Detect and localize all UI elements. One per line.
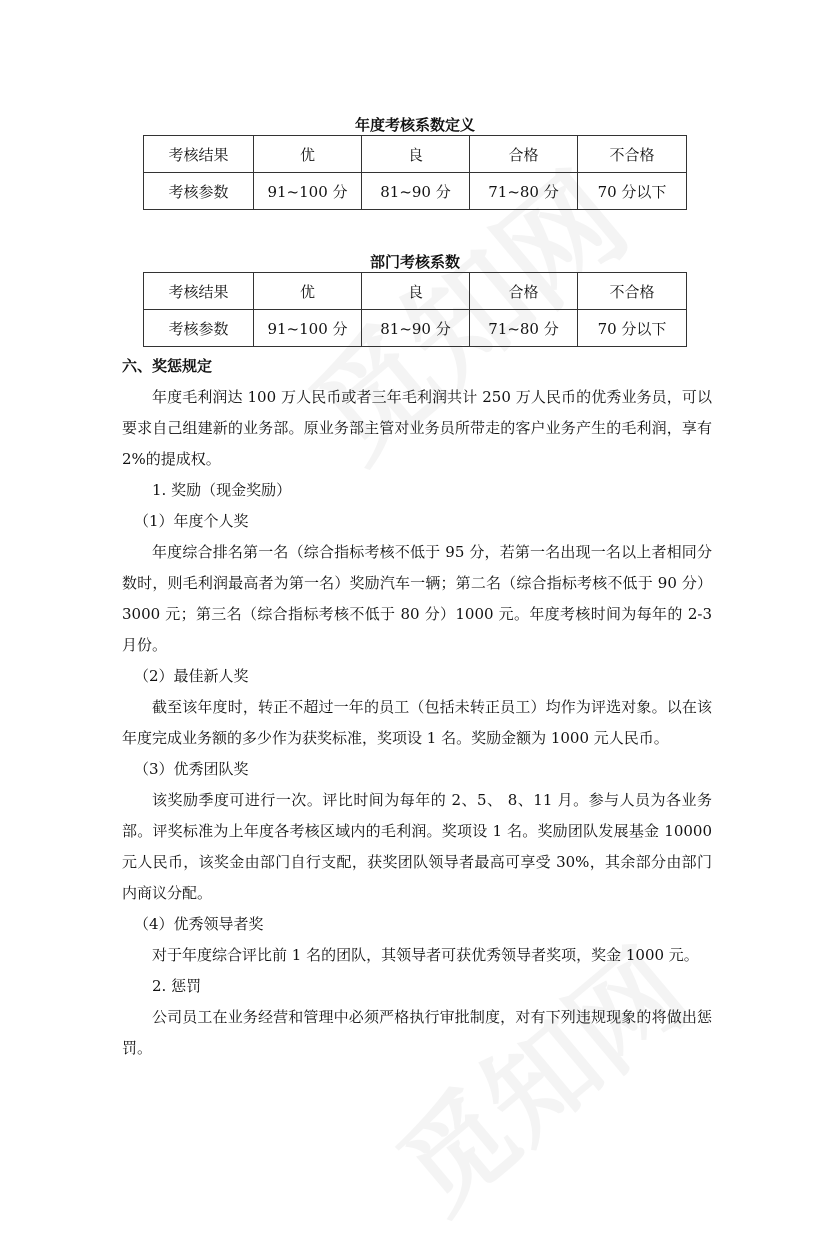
paragraph: 该奖励季度可进行一次。评比时间为每年的 2、5、 8、11 月。参与人员为各业务部。评奖标准为上年度各考核区域内的毛利润。奖项设 1 名。奖励团队发展基金 10000 元人民币，该奖金由部门自行支配，获奖团队领导者最高可享受 30%，其余部分由部门内商议分配。 bbox=[122, 791, 712, 902]
table-row bbox=[144, 273, 687, 310]
table-cell: 71~80 分 bbox=[470, 173, 578, 210]
subheading: （2）最佳新人奖 bbox=[134, 667, 249, 685]
table-title: 年度考核系数定义 bbox=[354, 116, 475, 134]
table-cell: 91~100 分 bbox=[254, 310, 362, 347]
table-cell: 不合格 bbox=[578, 136, 687, 173]
table-row bbox=[144, 310, 687, 347]
table-cell: 81~90 分 bbox=[362, 173, 470, 210]
table-cell: 考核结果 bbox=[144, 273, 254, 310]
table-cell: 考核参数 bbox=[144, 173, 254, 210]
section-heading: 六、奖惩规定 bbox=[122, 357, 213, 375]
paragraph: 公司员工在业务经营和管理中必须严格执行审批制度，对有下列违规现象的将做出惩罚。 bbox=[122, 1008, 712, 1057]
paragraph: 年度综合排名第一名（综合指标考核不低于 95 分，若第一名出现一名以上者相同分数时，则毛利润最高者为第一名）奖励汽车一辆；第二名（综合指标考核不低于 90 分）3000 元；第三名（综合指标考核不低于 80 分）1000 元。年度考核时间为每年的 2-3 月份。 bbox=[122, 543, 712, 654]
body-text bbox=[122, 351, 712, 1064]
table-title: 部门考核系数 bbox=[369, 253, 460, 271]
table-cell: 优 bbox=[254, 273, 362, 310]
paragraph: 对于年度综合评比前 1 名的团队，其领导者可获优秀领导者奖项，奖金 1000 元。 bbox=[152, 946, 699, 964]
table-cell: 考核参数 bbox=[144, 310, 254, 347]
table-cell: 良 bbox=[362, 136, 470, 173]
table-cell: 优 bbox=[254, 136, 362, 173]
table-row bbox=[144, 173, 687, 210]
table-cell: 合格 bbox=[470, 136, 578, 173]
subheading: 1. 奖励（现金奖励） bbox=[152, 481, 292, 499]
paragraph: 截至该年度时，转正不超过一年的员工（包括未转正员工）均作为评选对象。以在该年度完成业务额的多少作为获奖标准，奖项设 1 名。奖励金额为 1000 元人民币。 bbox=[122, 698, 712, 747]
subheading: 2. 惩罚 bbox=[152, 977, 202, 995]
subheading: （4）优秀领导者奖 bbox=[134, 915, 264, 933]
subheading: （3）优秀团队奖 bbox=[134, 760, 249, 778]
table-cell: 70 分以下 bbox=[578, 173, 687, 210]
table-cell: 合格 bbox=[470, 273, 578, 310]
paragraph: 年度毛利润达 100 万人民币或者三年毛利润共计 250 万人民币的优秀业务员，可以要求自己组建新的业务部。原业务部主管对业务员所带走的客户业务产生的毛利润，享有 2%的提成权。 bbox=[122, 388, 712, 468]
table-cell: 70 分以下 bbox=[578, 310, 687, 347]
table-cell: 91~100 分 bbox=[254, 173, 362, 210]
table-cell: 考核结果 bbox=[144, 136, 254, 173]
subheading: （1）年度个人奖 bbox=[134, 512, 249, 530]
coefficient-table bbox=[143, 135, 687, 210]
department-coefficient-table bbox=[143, 272, 687, 347]
table-cell: 良 bbox=[362, 273, 470, 310]
table-cell: 81~90 分 bbox=[362, 310, 470, 347]
table-row bbox=[144, 136, 687, 173]
table-cell: 71~80 分 bbox=[470, 310, 578, 347]
table-cell: 不合格 bbox=[578, 273, 687, 310]
